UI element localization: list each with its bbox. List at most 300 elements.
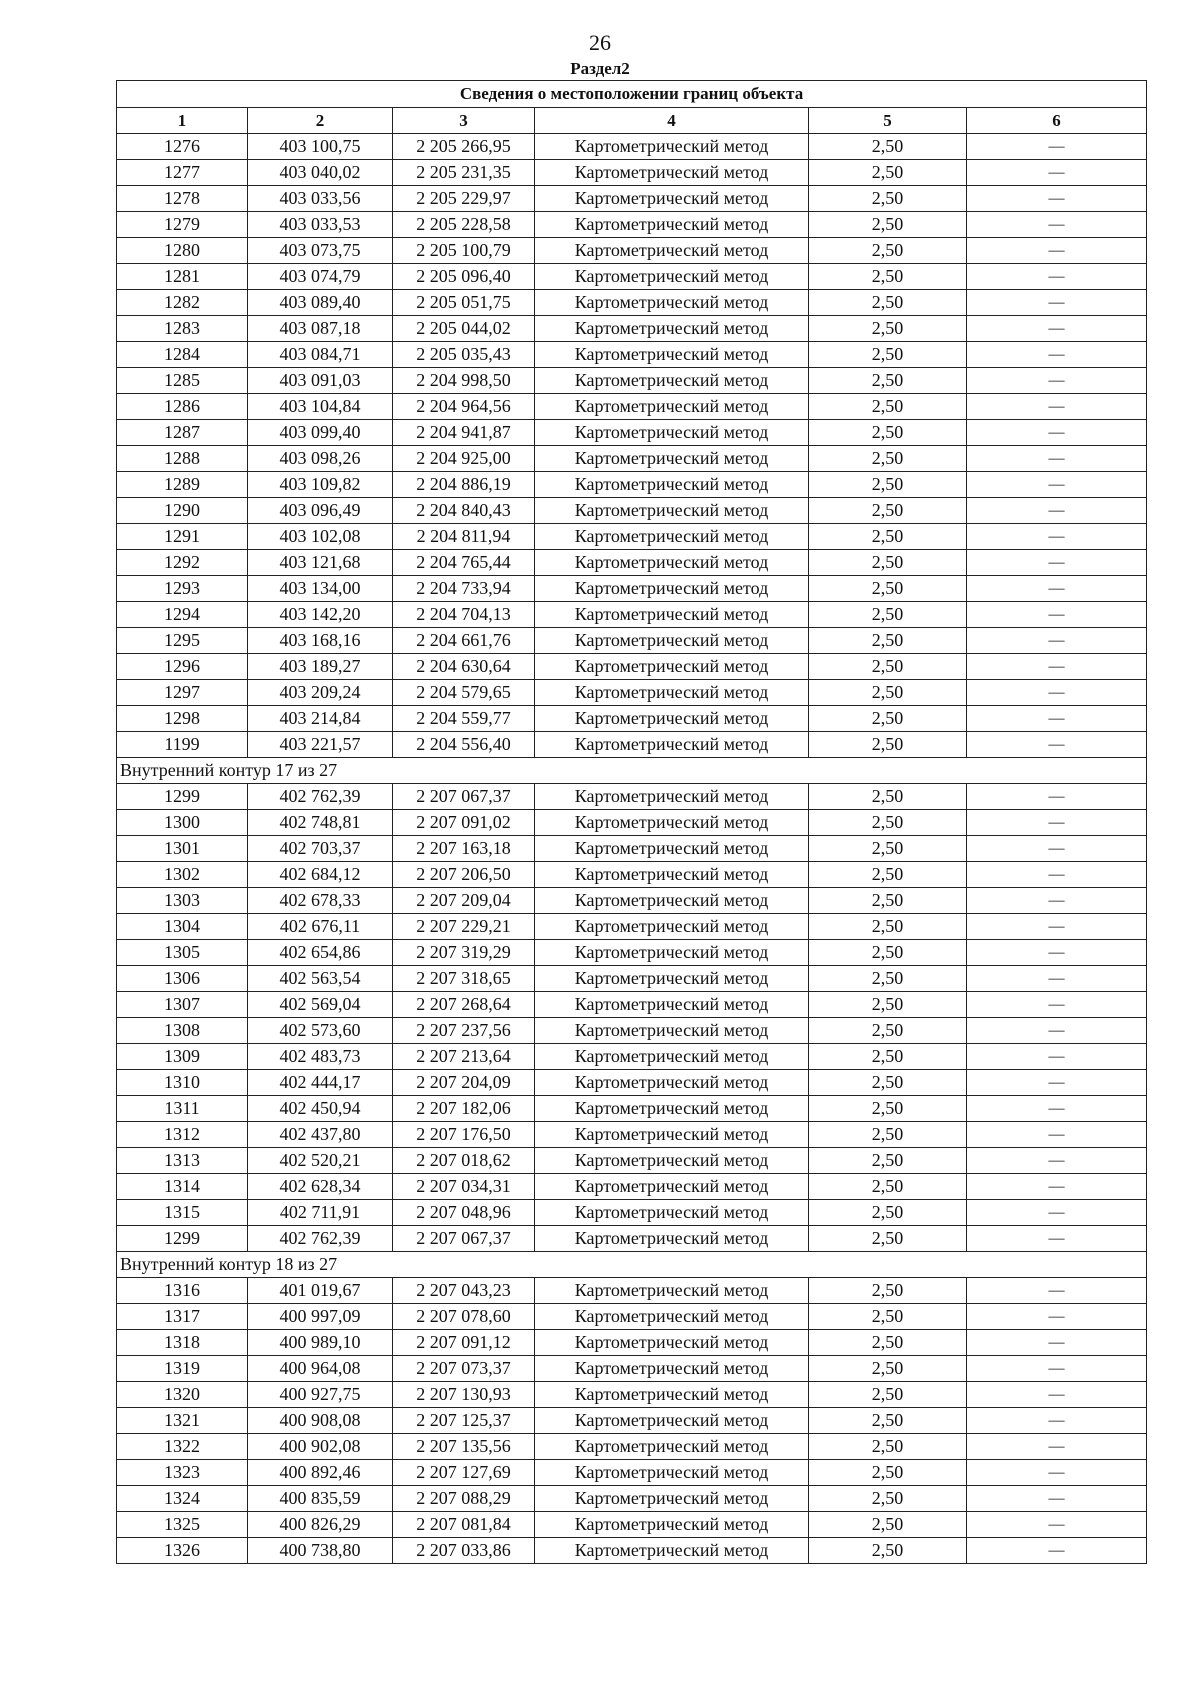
description-cell: — [967,602,1147,628]
section-title: Раздел2 [570,59,630,78]
precision-cell: 2,50 [809,394,967,420]
x-coordinate-cell: 402 762,39 [248,784,393,810]
table-row [117,602,1147,628]
description-cell: — [967,1356,1147,1382]
description-cell: — [967,186,1147,212]
table-row [117,1226,1147,1252]
description-cell: — [967,1044,1147,1070]
x-coordinate-cell: 400 835,59 [248,1486,393,1512]
table-row [117,1018,1147,1044]
precision-cell: 2,50 [809,1096,967,1122]
method-cell: Картометрический метод [535,290,809,316]
x-coordinate-cell: 400 997,09 [248,1304,393,1330]
table-row [117,238,1147,264]
description-cell: — [967,1148,1147,1174]
column-header: 6 [967,108,1147,134]
precision-cell: 2,50 [809,1434,967,1460]
description-cell: — [967,316,1147,342]
y-coordinate-cell: 2 204 765,44 [393,550,535,576]
precision-cell: 2,50 [809,602,967,628]
x-coordinate-cell: 402 563,54 [248,966,393,992]
y-coordinate-cell: 2 204 630,64 [393,654,535,680]
method-cell: Картометрический метод [535,1512,809,1538]
x-coordinate-cell: 403 168,16 [248,628,393,654]
y-coordinate-cell: 2 205 051,75 [393,290,535,316]
table-row [117,290,1147,316]
description-cell: — [967,394,1147,420]
point-number-cell: 1299 [117,1226,248,1252]
description-cell: — [967,1382,1147,1408]
description-cell: — [967,1434,1147,1460]
precision-cell: 2,50 [809,1356,967,1382]
table-row [117,264,1147,290]
column-header: 5 [809,108,967,134]
precision-cell: 2,50 [809,1460,967,1486]
method-cell: Картометрический метод [535,134,809,160]
description-cell: — [967,1096,1147,1122]
table-row [117,134,1147,160]
method-cell: Картометрический метод [535,1460,809,1486]
precision-cell: 2,50 [809,1330,967,1356]
point-number-cell: 1295 [117,628,248,654]
y-coordinate-cell: 2 204 925,00 [393,446,535,472]
precision-cell: 2,50 [809,810,967,836]
point-number-cell: 1283 [117,316,248,342]
x-coordinate-cell: 402 748,81 [248,810,393,836]
y-coordinate-cell: 2 204 964,56 [393,394,535,420]
table-row [117,1304,1147,1330]
point-number-cell: 1280 [117,238,248,264]
x-coordinate-cell: 403 074,79 [248,264,393,290]
table-row [117,888,1147,914]
method-cell: Картометрический метод [535,1200,809,1226]
method-cell: Картометрический метод [535,1044,809,1070]
precision-cell: 2,50 [809,524,967,550]
y-coordinate-cell: 2 207 034,31 [393,1174,535,1200]
contour-label: Внутренний контур 17 из 27 [117,758,1147,784]
table-row [117,628,1147,654]
y-coordinate-cell: 2 204 661,76 [393,628,535,654]
method-cell: Картометрический метод [535,940,809,966]
description-cell: — [967,160,1147,186]
method-cell: Картометрический метод [535,212,809,238]
x-coordinate-cell: 403 221,57 [248,732,393,758]
point-number-cell: 1300 [117,810,248,836]
description-cell: — [967,368,1147,394]
description-cell: — [967,706,1147,732]
table-row [117,680,1147,706]
x-coordinate-cell: 403 091,03 [248,368,393,394]
table-caption-row [117,81,1147,108]
y-coordinate-cell: 2 207 213,64 [393,1044,535,1070]
y-coordinate-cell: 2 207 067,37 [393,1226,535,1252]
x-coordinate-cell: 403 040,02 [248,160,393,186]
description-cell: — [967,810,1147,836]
method-cell: Картометрический метод [535,992,809,1018]
x-coordinate-cell: 403 033,53 [248,212,393,238]
point-number-cell: 1319 [117,1356,248,1382]
y-coordinate-cell: 2 207 127,69 [393,1460,535,1486]
point-number-cell: 1310 [117,1070,248,1096]
x-coordinate-cell: 402 628,34 [248,1174,393,1200]
precision-cell: 2,50 [809,1018,967,1044]
description-cell: — [967,1512,1147,1538]
table-row [117,654,1147,680]
x-coordinate-cell: 402 711,91 [248,1200,393,1226]
description-cell: — [967,238,1147,264]
table-body [117,134,1147,1564]
y-coordinate-cell: 2 204 579,65 [393,680,535,706]
x-coordinate-cell: 403 087,18 [248,316,393,342]
precision-cell: 2,50 [809,940,967,966]
precision-cell: 2,50 [809,914,967,940]
table-row [117,1122,1147,1148]
method-cell: Картометрический метод [535,238,809,264]
y-coordinate-cell: 2 207 182,06 [393,1096,535,1122]
table-row [117,1538,1147,1564]
x-coordinate-cell: 402 483,73 [248,1044,393,1070]
description-cell: — [967,1460,1147,1486]
table-row [117,1200,1147,1226]
point-number-cell: 1318 [117,1330,248,1356]
point-number-cell: 1314 [117,1174,248,1200]
table-head [117,81,1147,134]
x-coordinate-cell: 402 703,37 [248,836,393,862]
x-coordinate-cell: 403 099,40 [248,420,393,446]
method-cell: Картометрический метод [535,966,809,992]
description-cell: — [967,732,1147,758]
precision-cell: 2,50 [809,1200,967,1226]
method-cell: Картометрический метод [535,498,809,524]
method-cell: Картометрический метод [535,576,809,602]
method-cell: Картометрический метод [535,654,809,680]
description-cell: — [967,836,1147,862]
table-row [117,550,1147,576]
contour-label: Внутренний контур 18 из 27 [117,1252,1147,1278]
y-coordinate-cell: 2 205 266,95 [393,134,535,160]
description-cell: — [967,550,1147,576]
y-coordinate-cell: 2 207 163,18 [393,836,535,862]
point-number-cell: 1298 [117,706,248,732]
description-cell: — [967,784,1147,810]
precision-cell: 2,50 [809,1278,967,1304]
x-coordinate-cell: 402 444,17 [248,1070,393,1096]
y-coordinate-cell: 2 207 229,21 [393,914,535,940]
point-number-cell: 1299 [117,784,248,810]
point-number-cell: 1322 [117,1434,248,1460]
x-coordinate-cell: 403 033,56 [248,186,393,212]
table-row [117,1330,1147,1356]
precision-cell: 2,50 [809,1044,967,1070]
y-coordinate-cell: 2 204 556,40 [393,732,535,758]
method-cell: Картометрический метод [535,472,809,498]
precision-cell: 2,50 [809,472,967,498]
table-row [117,160,1147,186]
description-cell: — [967,1122,1147,1148]
point-number-cell: 1321 [117,1408,248,1434]
table-row [117,810,1147,836]
table-row [117,368,1147,394]
point-number-cell: 1326 [117,1538,248,1564]
method-cell: Картометрический метод [535,914,809,940]
x-coordinate-cell: 400 964,08 [248,1356,393,1382]
point-number-cell: 1316 [117,1278,248,1304]
method-cell: Картометрический метод [535,186,809,212]
point-number-cell: 1286 [117,394,248,420]
point-number-cell: 1290 [117,498,248,524]
x-coordinate-cell: 403 104,84 [248,394,393,420]
y-coordinate-cell: 2 204 733,94 [393,576,535,602]
table-row [117,1408,1147,1434]
description-cell: — [967,1486,1147,1512]
point-number-cell: 1315 [117,1200,248,1226]
method-cell: Картометрический метод [535,836,809,862]
method-cell: Картометрический метод [535,1382,809,1408]
x-coordinate-cell: 403 142,20 [248,602,393,628]
point-number-cell: 1297 [117,680,248,706]
precision-cell: 2,50 [809,1382,967,1408]
table-row [117,1278,1147,1304]
point-number-cell: 1309 [117,1044,248,1070]
description-cell: — [967,1538,1147,1564]
point-number-cell: 1302 [117,862,248,888]
method-cell: Картометрический метод [535,316,809,342]
table-row [117,1512,1147,1538]
precision-cell: 2,50 [809,1512,967,1538]
description-cell: — [967,212,1147,238]
description-cell: — [967,914,1147,940]
point-number-cell: 1320 [117,1382,248,1408]
precision-cell: 2,50 [809,836,967,862]
x-coordinate-cell: 401 019,67 [248,1278,393,1304]
table-row [117,420,1147,446]
y-coordinate-cell: 2 207 091,12 [393,1330,535,1356]
precision-cell: 2,50 [809,888,967,914]
x-coordinate-cell: 403 109,82 [248,472,393,498]
table-row [117,732,1147,758]
table-row [117,1382,1147,1408]
x-coordinate-cell: 400 927,75 [248,1382,393,1408]
y-coordinate-cell: 2 204 811,94 [393,524,535,550]
table-row [117,914,1147,940]
y-coordinate-cell: 2 205 228,58 [393,212,535,238]
table-row [117,966,1147,992]
precision-cell: 2,50 [809,342,967,368]
contour-header-row [117,758,1147,784]
contour-header-row [117,1252,1147,1278]
x-coordinate-cell: 402 520,21 [248,1148,393,1174]
method-cell: Картометрический метод [535,1408,809,1434]
precision-cell: 2,50 [809,134,967,160]
table-row [117,212,1147,238]
column-header: 2 [248,108,393,134]
method-cell: Картометрический метод [535,1096,809,1122]
point-number-cell: 1281 [117,264,248,290]
point-number-cell: 1293 [117,576,248,602]
x-coordinate-cell: 403 084,71 [248,342,393,368]
precision-cell: 2,50 [809,1408,967,1434]
column-number-row [117,108,1147,134]
table-row [117,524,1147,550]
description-cell: — [967,862,1147,888]
method-cell: Картометрический метод [535,862,809,888]
precision-cell: 2,50 [809,706,967,732]
description-cell: — [967,134,1147,160]
table-row [117,1486,1147,1512]
point-number-cell: 1307 [117,992,248,1018]
precision-cell: 2,50 [809,1070,967,1096]
method-cell: Картометрический метод [535,446,809,472]
table-row [117,1460,1147,1486]
precision-cell: 2,50 [809,784,967,810]
x-coordinate-cell: 403 100,75 [248,134,393,160]
y-coordinate-cell: 2 207 067,37 [393,784,535,810]
y-coordinate-cell: 2 207 237,56 [393,1018,535,1044]
method-cell: Картометрический метод [535,1434,809,1460]
x-coordinate-cell: 402 676,11 [248,914,393,940]
method-cell: Картометрический метод [535,420,809,446]
y-coordinate-cell: 2 207 048,96 [393,1200,535,1226]
method-cell: Картометрический метод [535,342,809,368]
point-number-cell: 1311 [117,1096,248,1122]
description-cell: — [967,1200,1147,1226]
point-number-cell: 1294 [117,602,248,628]
method-cell: Картометрический метод [535,1278,809,1304]
x-coordinate-cell: 403 134,00 [248,576,393,602]
y-coordinate-cell: 2 207 078,60 [393,1304,535,1330]
x-coordinate-cell: 400 826,29 [248,1512,393,1538]
y-coordinate-cell: 2 207 018,62 [393,1148,535,1174]
description-cell: — [967,524,1147,550]
point-number-cell: 1291 [117,524,248,550]
table-row [117,1148,1147,1174]
method-cell: Картометрический метод [535,550,809,576]
precision-cell: 2,50 [809,1304,967,1330]
column-header: 1 [117,108,248,134]
x-coordinate-cell: 402 654,86 [248,940,393,966]
x-coordinate-cell: 402 569,04 [248,992,393,1018]
method-cell: Картометрический метод [535,602,809,628]
y-coordinate-cell: 2 207 130,93 [393,1382,535,1408]
method-cell: Картометрический метод [535,680,809,706]
precision-cell: 2,50 [809,550,967,576]
description-cell: — [967,966,1147,992]
point-number-cell: 1301 [117,836,248,862]
x-coordinate-cell: 400 989,10 [248,1330,393,1356]
y-coordinate-cell: 2 205 100,79 [393,238,535,264]
description-cell: — [967,888,1147,914]
method-cell: Картометрический метод [535,1330,809,1356]
table-row [117,1434,1147,1460]
method-cell: Картометрический метод [535,1356,809,1382]
description-cell: — [967,992,1147,1018]
method-cell: Картометрический метод [535,368,809,394]
method-cell: Картометрический метод [535,1304,809,1330]
x-coordinate-cell: 402 573,60 [248,1018,393,1044]
y-coordinate-cell: 2 207 176,50 [393,1122,535,1148]
precision-cell: 2,50 [809,1486,967,1512]
point-number-cell: 1276 [117,134,248,160]
precision-cell: 2,50 [809,576,967,602]
method-cell: Картометрический метод [535,264,809,290]
description-cell: — [967,342,1147,368]
description-cell: — [967,940,1147,966]
y-coordinate-cell: 2 207 319,29 [393,940,535,966]
table-row [117,862,1147,888]
description-cell: — [967,498,1147,524]
x-coordinate-cell: 400 902,08 [248,1434,393,1460]
method-cell: Картометрический метод [535,1174,809,1200]
table-row [117,940,1147,966]
x-coordinate-cell: 403 102,08 [248,524,393,550]
description-cell: — [967,1408,1147,1434]
method-cell: Картометрический метод [535,706,809,732]
precision-cell: 2,50 [809,368,967,394]
y-coordinate-cell: 2 204 704,13 [393,602,535,628]
precision-cell: 2,50 [809,290,967,316]
point-number-cell: 1303 [117,888,248,914]
description-cell: — [967,1330,1147,1356]
table-caption: Сведения о местоположении границ объекта [117,81,1147,108]
x-coordinate-cell: 402 450,94 [248,1096,393,1122]
table-row [117,342,1147,368]
precision-cell: 2,50 [809,316,967,342]
y-coordinate-cell: 2 207 033,86 [393,1538,535,1564]
y-coordinate-cell: 2 204 840,43 [393,498,535,524]
description-cell: — [967,1174,1147,1200]
table-row [117,394,1147,420]
method-cell: Картометрический метод [535,160,809,186]
precision-cell: 2,50 [809,732,967,758]
table-row [117,1356,1147,1382]
x-coordinate-cell: 403 073,75 [248,238,393,264]
method-cell: Картометрический метод [535,888,809,914]
table-row [117,186,1147,212]
method-cell: Картометрический метод [535,784,809,810]
y-coordinate-cell: 2 204 886,19 [393,472,535,498]
point-number-cell: 1308 [117,1018,248,1044]
description-cell: — [967,1070,1147,1096]
x-coordinate-cell: 402 437,80 [248,1122,393,1148]
description-cell: — [967,1226,1147,1252]
method-cell: Картометрический метод [535,1018,809,1044]
y-coordinate-cell: 2 207 088,29 [393,1486,535,1512]
description-cell: — [967,290,1147,316]
precision-cell: 2,50 [809,264,967,290]
method-cell: Картометрический метод [535,1226,809,1252]
precision-cell: 2,50 [809,498,967,524]
method-cell: Картометрический метод [535,732,809,758]
x-coordinate-cell: 403 098,26 [248,446,393,472]
point-number-cell: 1279 [117,212,248,238]
point-number-cell: 1325 [117,1512,248,1538]
point-number-cell: 1285 [117,368,248,394]
method-cell: Картометрический метод [535,524,809,550]
x-coordinate-cell: 403 089,40 [248,290,393,316]
precision-cell: 2,50 [809,628,967,654]
method-cell: Картометрический метод [535,1538,809,1564]
description-cell: — [967,446,1147,472]
description-cell: — [967,1278,1147,1304]
x-coordinate-cell: 402 684,12 [248,862,393,888]
table-row [117,316,1147,342]
point-number-cell: 1312 [117,1122,248,1148]
precision-cell: 2,50 [809,1122,967,1148]
table-row [117,498,1147,524]
y-coordinate-cell: 2 207 318,65 [393,966,535,992]
x-coordinate-cell: 403 209,24 [248,680,393,706]
point-number-cell: 1323 [117,1460,248,1486]
